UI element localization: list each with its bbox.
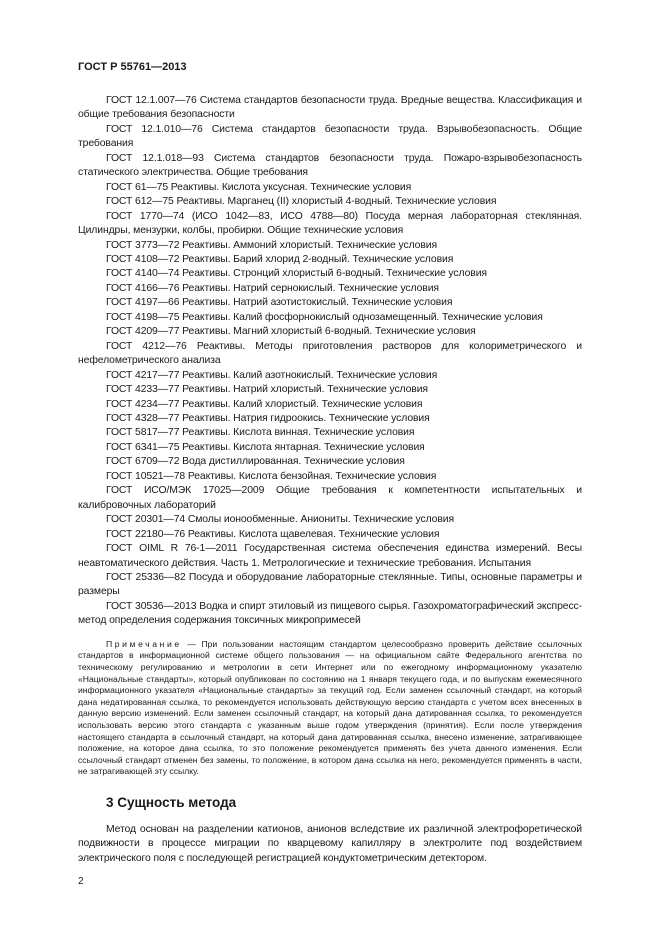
reference-item: ГОСТ 1770—74 (ИСО 1042—83, ИСО 4788—80) Посуда мерная лабораторная стеклянная. Цилиндры, мензурки, колбы, пробирки. Общие технические условия: [78, 210, 582, 237]
reference-item: ГОСТ 61—75 Реактивы. Кислота уксусная. Технические условия: [106, 181, 412, 193]
reference-item: ГОСТ 6341—75 Реактивы. Кислота янтарная. Технические условия: [106, 441, 425, 453]
reference-item: ГОСТ 3773—72 Реактивы. Аммоний хлористый. Технические условия: [106, 239, 437, 251]
reference-item: ГОСТ 10521—78 Реактивы. Кислота бензойная. Технические условия: [106, 470, 437, 482]
note-paragraph: [78, 639, 582, 778]
reference-item: ГОСТ 4328—77 Реактивы. Натрия гидроокись. Технические условия: [106, 412, 430, 424]
normative-references-list: [78, 94, 582, 629]
page-number: 2: [78, 876, 84, 888]
reference-item: ГОСТ 4217—77 Реактивы. Калий азотнокислый. Технические условия: [106, 369, 438, 381]
reference-item: ГОСТ 4166—76 Реактивы. Натрий сернокислый. Технические условия: [106, 282, 439, 294]
reference-item: ГОСТ OIML R 76-1—2011 Государственная система обеспечения единства измерений. Весы неавтоматического действия. Часть 1. Метрологические и технические требования. Испытания: [78, 543, 582, 569]
section-body: Метод основан на разделении катионов, анионов вследствие их различной электрофоретической подвижности в процессе миграции по кварцевому капилляру в электролите под воздействием электрического поля с последующей регистрацией кондуктометрическим детектором.: [78, 823, 582, 864]
reference-item: ГОСТ 612—75 Реактивы. Марганец (II) хлористый 4-водный. Технические условия: [106, 196, 497, 208]
reference-item: ГОСТ 20301—74 Смолы ионообменные. Аниониты. Технические условия: [106, 514, 455, 526]
reference-item: ГОСТ 4108—72 Реактивы. Барий хлорид 2-водный. Технические условия: [106, 253, 454, 265]
reference-item: ГОСТ 4197—66 Реактивы. Натрий азотистокислый. Технические условия: [106, 297, 453, 309]
reference-item: ГОСТ 5817—77 Реактивы. Кислота винная. Технические условия: [106, 427, 415, 439]
reference-item: ГОСТ 4140—74 Реактивы. Стронций хлористый 6-водный. Технические условия: [106, 268, 487, 280]
reference-item: ГОСТ 25336—82 Посуда и оборудование лабораторные стеклянные. Типы, основные параметры и размеры: [78, 571, 582, 598]
reference-item: ГОСТ 12.1.018—93 Система стандартов безопасности труда. Пожаро-взрывобезопасность статического электричества. Общие требования: [78, 152, 582, 179]
reference-item: ГОСТ 4198—75 Реактивы. Калий фосфорнокислый однозамещенный. Технические условия: [106, 311, 543, 323]
reference-item: ГОСТ 12.1.007—76 Система стандартов безопасности труда. Вредные вещества. Классификация и общие требования безопасности: [78, 95, 582, 121]
reference-item: ГОСТ 22180—76 Реактивы. Кислота щавелевая. Технические условия: [106, 528, 440, 540]
reference-item: ГОСТ 6709—72 Вода дистиллированная. Технические условия: [106, 456, 405, 468]
reference-item: ГОСТ 12.1.010—76 Система стандартов безопасности труда. Взрывобезопасность. Общие требования: [78, 123, 582, 150]
reference-item: ГОСТ 30536—2013 Водка и спирт этиловый из пищевого сырья. Газохроматографический экспресс-метод определения содержания токсичных микропримесей: [78, 600, 582, 627]
section-heading: 3 Сущность метода: [106, 794, 237, 810]
reference-item: ГОСТ 4209—77 Реактивы. Магний хлористый 6-водный. Технические условия: [106, 326, 476, 338]
reference-item: ГОСТ ИСО/МЭК 17025—2009 Общие требования к компетентности испытательных и калибровочных лабораторий: [78, 485, 582, 511]
note-label: Примечание: [106, 638, 182, 649]
reference-item: ГОСТ 4212—76 Реактивы. Методы приготовления растворов для колориметрического и нефелометрического анализа: [78, 340, 582, 367]
note-text: — При пользовании настоящим стандартом целесообразно проверить действие ссылочных стандартов в информационной системе общего пользования — на официальном сайте Федерального агентства по техническому регулированию и метрологии в сети Интернет или по ежегодному информационному указателю «Национальные стандарты», который опубликован по состоянию на 1 января текущего года, и по выпускам ежемесячного информационного указателя «Национальные стандарты» за текущий год. Если заменен ссылочный стандарт, на который дана недатированная ссылка, то рекомендуется использовать действующую версию стандарта с учетом всех внесенных в данную версию изменений. Если заменен ссылочный стандарт, на который дана датированная ссылка, то рекомендуется использовать версию этого стандарта с указанным выше годом утверждения (принятия). Если после утверждения настоящего стандарта в ссылочный стандарт, на который дана датированная ссылка, внесено изменение, затрагивающее положение, на которое дана ссылка, то это положение рекомендуется применять без учета данного изменения. Если ссылочный стандарт отменен без замены, то положение, в котором дана ссылка на него, рекомендуется применять в части, не затрагивающей эту ссылку.: [78, 638, 582, 777]
document-header: ГОСТ Р 55761—2013: [78, 61, 187, 73]
reference-item: ГОСТ 4234—77 Реактивы. Калий хлористый. Технические условия: [106, 398, 423, 410]
reference-item: ГОСТ 4233—77 Реактивы. Натрий хлористый. Технические условия: [106, 384, 428, 396]
